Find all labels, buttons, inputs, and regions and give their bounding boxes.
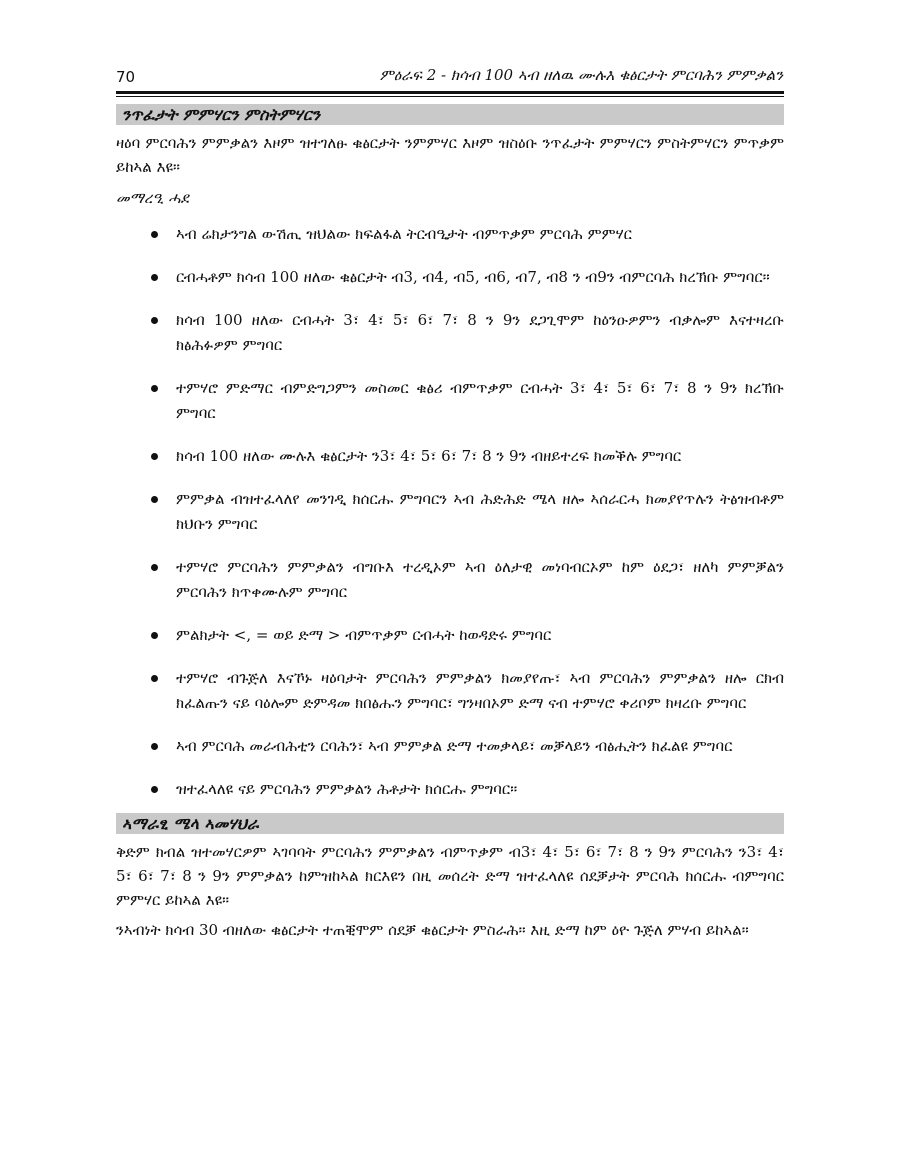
list-item-text: ተምሃሮ ምርባሕን ምምቃልን ብግቡእ ተረዲኦም ኣብ ዕለታዊ መነባብርኦም ከም ዕደጋ፣ ዘለካ ምምቓልን ምርባሕን ክጥቀሙሉም ምግባር xyxy=(176,558,784,601)
bullet-icon xyxy=(151,675,158,682)
list-item xyxy=(116,308,784,358)
page-number: 70 xyxy=(116,68,136,86)
list-item-text: ክሳብ 100 ዘለው ሙሉእ ቁፅርታት ን3፣ 4፣ 5፣ 6፣ 7፣ 8 ን 9ን ብዘይተረፍ ክመቕሉ ምግባር xyxy=(176,447,682,465)
list-item-text: ዝተፈላለዩ ናይ ምርባሕን ምምቃልን ሕቶታት ክሰርሑ ምግባር። xyxy=(176,780,518,798)
list-item xyxy=(116,444,784,469)
alternative-method-paragraph: ቅድም ክብል ዝተመሃርዎም ኣገባባት ምርባሕን ምምቃልን ብምጥቃም ብ3፣ 4፣ 5፣ 6፣ 7፣ 8 ን 9ን ምርባሕን ን3፣ 4፣ 5፣ 6፣ 7፣ 8 ን 9ን ምምቃልን ከምዝከኣል ክርእዩን በዚ መሰረት ድማ ዝተፈላለዩ ሰደቓታት ምርባሕ ክሰርሑ ብምግባር ምምሃር ይከኣል እዩ። xyxy=(116,843,784,909)
section-intro-paragraph: ዛዕባ ምርባሕን ምምቃልን እዞም ዝተገለፁ ቁፅርታት ንምምሃር እዞም ዝስዕቡ ንጥፈታት ምምሃርን ምስትምሃርን ምጥቃም ይከኣል እዩ። xyxy=(116,134,784,176)
bullet-icon xyxy=(151,564,158,571)
list-item-text: ኣብ ምርባሕ መራብሕቲን ርባሕን፣ ኣብ ምምቃል ድማ ተመቃላይ፣ መቓላይን ብፅሒትን ክፈልዩ ምግባር xyxy=(176,737,733,755)
list-item xyxy=(116,376,784,426)
list-item-text: ተምሃሮ ምድማር ብምድግጋምን መስመር ቁፅሪ ብምጥቃም ርብሓት 3፣ 4፣ 5፣ 6፣ 7፣ 8 ን 9ን ክረኽቡ ምግባር xyxy=(176,379,784,422)
list-item-text: ተምሃሮ ብጉጅለ እናኾኑ ዛዕባታት ምርባሕን ምምቃልን ክመያየጡ፣ ኣብ ምርባሕን ምምቃልን ዘሎ ርክብ ክፈልጡን ናይ ባዕሎም ድምዳመ ክበፅሑን ምግባር፣ ግንዛበኦም ድማ ናብ ተምሃሮ ቀሪቦም ክዛረቡ ምግባር xyxy=(176,669,784,712)
bullet-icon xyxy=(151,274,158,281)
list-item xyxy=(116,265,784,290)
list-item xyxy=(116,222,784,247)
bullet-icon xyxy=(151,496,158,503)
header-rule-thick xyxy=(116,91,784,94)
example-paragraph: ንኣብነት ክሳብ 30 ብዘለው ቁፅርታት ተጠቒሞም ሰደቓ ቁፅርታት ምስራሕ። እዚ ድማ ከም ዕዮ ጉጅለ ምሃብ ይከኣል። xyxy=(116,921,749,939)
list-item-text: ክሳብ 100 ዘለው ርብሓት 3፣ 4፣ 5፣ 6፣ 7፣ 8 ን 9ን ደጋጊሞም ከዕንዑዎምን ብቃሎም እናተዛረቡ ክፅሕፉዎም ምግባር xyxy=(176,311,784,354)
section-title-activities: ንጥፈታት ምምሃርን ምስትምሃርን xyxy=(116,104,784,125)
list-item-text: ምልክታት <, = ወይ ድማ > ብምጥቃም ርብሓት ከወዳድሩ ምግባር xyxy=(176,626,552,644)
section-title-alternative-method: ኣማራፂ ሜላ ኣመሃህራ xyxy=(116,813,784,834)
list-item-text: ርብሓቶም ክሳብ 100 ዘለው ቁፅርታት ብ3, ብ4, ብ5, ብ6, ብ7, ብ8 ን ብ9ን ብምርባሕ ክረኽቡ ምግባር። xyxy=(176,268,770,286)
list-item xyxy=(116,734,784,759)
bullet-icon xyxy=(151,743,158,750)
activities-list xyxy=(116,222,784,820)
list-item xyxy=(116,623,784,648)
list-item-text: ኣብ ሬክታንግል ውሽጢ ዝህልው ክፍልፋል ትርብዒታት ብምጥቃም ምርባሕ ምምሃር xyxy=(176,225,632,243)
bullet-icon xyxy=(151,231,158,238)
list-item xyxy=(116,777,784,802)
list-item xyxy=(116,487,784,537)
list-item-text: ምምቃል ብዝተፈላለየ መንገዲ ክሰርሑ ምግባርን ኣብ ሕድሕድ ሜላ ዘሎ ኣሰራርሓ ክመያየጥሉን ትፅዝብቶም ክህቡን ምግባር xyxy=(176,490,784,533)
header-rule-thin xyxy=(116,96,784,97)
bullet-icon xyxy=(151,786,158,793)
bullet-icon xyxy=(151,632,158,639)
bullet-icon xyxy=(151,453,158,460)
list-item xyxy=(116,666,784,716)
running-head: ምዕራፍ 2 - ክሳብ 100 ኣብ ዘለዉ ሙሉእ ቁፅርታት ምርባሕን ምምቃልን xyxy=(379,66,783,84)
list-item xyxy=(116,555,784,605)
option-label: መማረዒ ሓደ xyxy=(116,189,189,207)
bullet-icon xyxy=(151,317,158,324)
bullet-icon xyxy=(151,385,158,392)
